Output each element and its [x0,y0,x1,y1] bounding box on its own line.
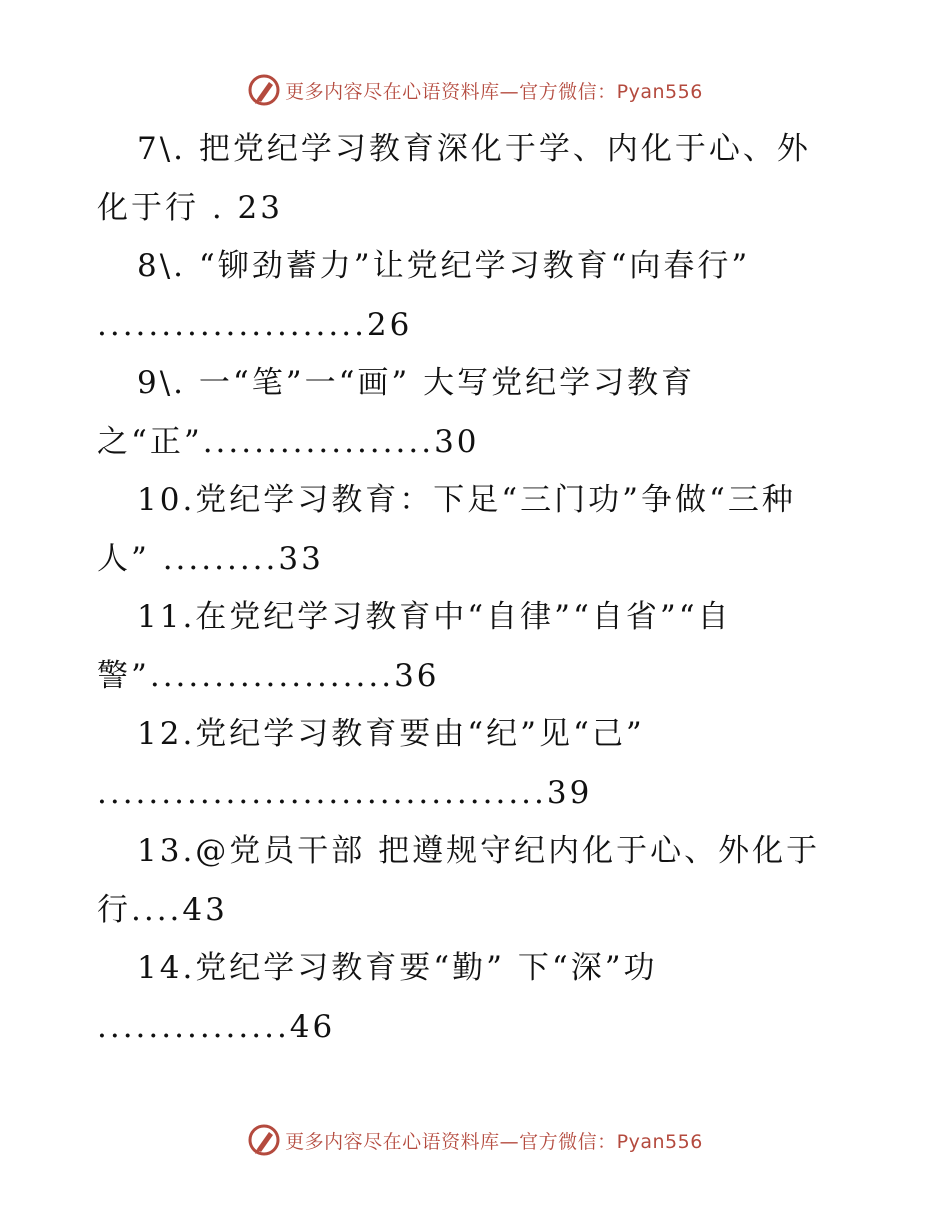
toc-entry-8: 8\. “铆劲蓄力”让党纪学习教育“向春行” [137,248,751,284]
header-watermark [0,70,950,110]
pen-nib-circle-icon [247,73,281,107]
toc-entry-14: 14.党纪学习教育要“勤” 下“深”功 [137,950,658,986]
toc-entry-12: 12.党纪学习教育要由“纪”见“己” [137,716,645,752]
watermark-text: 更多内容尽在心语资料库—官方微信：Pyan556 [285,1130,703,1153]
toc-entry-7-continued: 化于行 . 23 [97,189,284,226]
toc-entry-12-continued: ...................................39 [97,774,593,811]
toc-entry-13-continued: 行....43 [97,891,228,928]
toc-entry-11: 11.在党纪学习教育中“自律”“自省”“自 [137,599,732,635]
toc-entry-10-continued: 人” .........33 [97,540,324,577]
toc-entry-7: 7\. 把党纪学习教育深化于学、内化于心、外 [137,131,811,167]
toc-entry-11-continued: 警”...................36 [97,657,440,694]
table-of-contents [97,120,857,1056]
toc-entry-13: 13.@党员干部 把遵规守纪内化于心、外化于 [137,833,821,869]
pen-nib-circle-icon [247,1123,281,1157]
toc-entry-9: 9\. 一“笔”一“画” 大写党纪学习教育 [137,365,696,401]
toc-entry-14-continued: ...............46 [97,1008,336,1045]
watermark-text: 更多内容尽在心语资料库—官方微信：Pyan556 [285,80,703,103]
toc-entry-10: 10.党纪学习教育：下足“三门功”争做“三种 [137,482,796,518]
footer-watermark [0,1120,950,1160]
toc-entry-8-continued: .....................26 [97,306,413,343]
toc-entry-9-continued: 之“正”..................30 [97,423,480,460]
